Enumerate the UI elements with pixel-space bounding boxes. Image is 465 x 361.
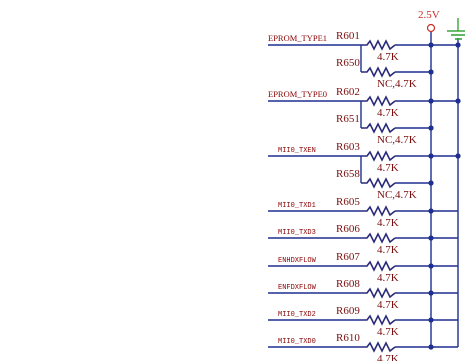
net-label: MII0_TXD2 (278, 311, 316, 319)
resistor-icon (361, 316, 395, 324)
resistor-row (268, 223, 458, 256)
junction-dot (428, 235, 433, 240)
resistor-ref: R650 (336, 57, 360, 69)
net-label: ENFDXFLOW (278, 284, 316, 292)
resistor-ref: R605 (336, 196, 360, 208)
resistor-value: NC,4.7K (377, 78, 417, 90)
resistor-value: 4.7K (377, 51, 399, 63)
resistor-row (268, 86, 461, 119)
resistor-ref: R606 (336, 223, 360, 235)
resistor-row (268, 305, 458, 338)
resistor-icon (361, 41, 395, 49)
resistor-icon (361, 343, 395, 351)
net-label: MII0_TXD0 (278, 338, 316, 346)
junction-dot (428, 317, 433, 322)
junction-dot (428, 208, 433, 213)
net-label: MII0_TXD1 (278, 202, 316, 210)
resistor-value: 4.7K (377, 107, 399, 119)
net-label: MII0_TXEN (278, 147, 316, 155)
resistor-icon (361, 68, 395, 76)
resistor-rows (268, 30, 461, 361)
resistor-icon (361, 124, 395, 132)
resistor-row (268, 196, 458, 229)
resistor-row (268, 251, 458, 284)
resistor-value: 4.7K (377, 299, 399, 311)
power-node (418, 9, 440, 32)
resistor-icon (361, 97, 395, 105)
resistor-value: 4.7K (377, 244, 399, 256)
resistor-icon (361, 179, 395, 187)
junction-dot (428, 98, 433, 103)
resistor-icon (361, 262, 395, 270)
resistor-icon (361, 289, 395, 297)
resistor-ref: R603 (336, 141, 360, 153)
resistor-icon (361, 234, 395, 242)
resistor-ref: R607 (336, 251, 360, 263)
wires (431, 32, 458, 348)
resistor-ref: R602 (336, 86, 360, 98)
ground-icon (447, 18, 465, 39)
resistor-value: 4.7K (377, 272, 399, 284)
power-label: 2.5V (418, 9, 440, 21)
resistor-ref: R651 (336, 113, 360, 125)
resistor-ref: R658 (336, 168, 360, 180)
resistor-value: 4.7K (377, 162, 399, 174)
resistor-value: NC,4.7K (377, 134, 417, 146)
power-terminal-icon (428, 25, 435, 32)
junction-dot (428, 344, 433, 349)
resistor-ref: R601 (336, 30, 360, 42)
resistor-value: 4.7K (377, 353, 399, 361)
junction-dot (428, 42, 433, 47)
junction-dot (428, 153, 433, 158)
resistor-row (268, 30, 461, 63)
resistor-ref: R609 (336, 305, 360, 317)
junction-dot (428, 180, 433, 185)
resistor-value: 4.7K (377, 326, 399, 338)
junction-dot (455, 42, 460, 47)
junction-dot (428, 290, 433, 295)
net-label: EPROM_TYPE1 (268, 33, 328, 43)
junction-dot (428, 125, 433, 130)
net-label: EPROM_TYPE0 (268, 89, 328, 99)
junction-dot (428, 263, 433, 268)
resistor-row (268, 278, 458, 311)
net-label: ENHDXFLOW (278, 257, 316, 265)
resistor-value: 4.7K (377, 217, 399, 229)
resistor-value: NC,4.7K (377, 189, 417, 201)
resistor-icon (361, 152, 395, 160)
resistor-row (268, 332, 458, 361)
resistor-icon (361, 207, 395, 215)
net-label: MII0_TXD3 (278, 229, 316, 237)
resistor-ref: R608 (336, 278, 360, 290)
resistor-ref: R610 (336, 332, 360, 344)
junction-dot (455, 153, 460, 158)
junction-dot (428, 69, 433, 74)
resistor-row (268, 141, 461, 174)
junction-dot (455, 98, 460, 103)
